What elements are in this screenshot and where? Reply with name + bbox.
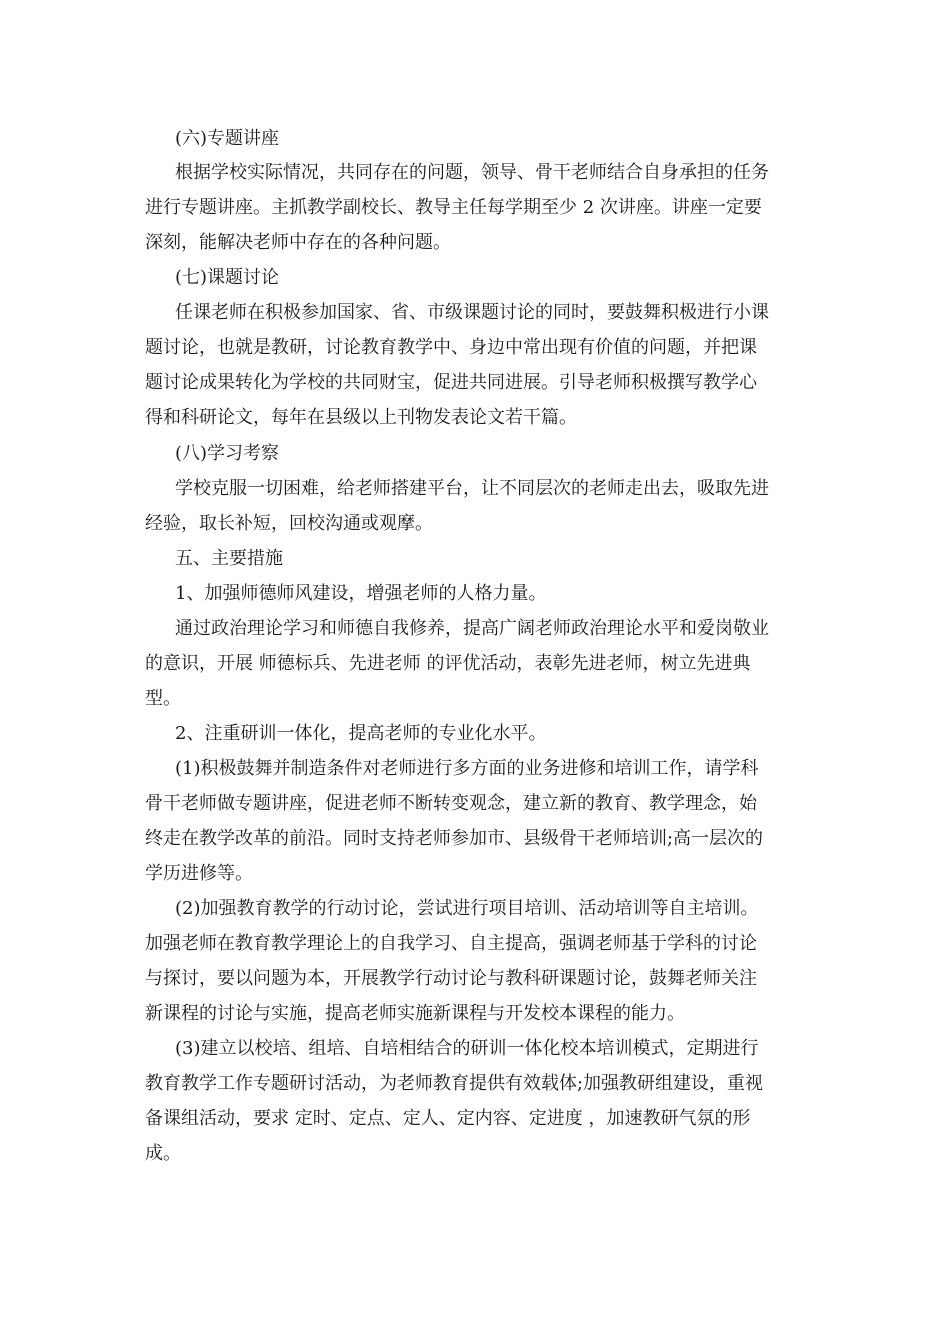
paragraph-line: 题讨论，也就是教研，讨论教育教学中、身边中常出现有价值的问题，并把课 [145,337,757,358]
section-heading: (八)学习考察 [175,443,280,464]
paragraph-line: 根据学校实际情况，共同存在的问题，领导、骨干老师结合自身承担的任务 [175,162,769,183]
section-heading: (六)专题讲座 [175,128,280,149]
paragraph-line: 经验，取长补短，回校沟通或观摩。 [145,513,433,534]
paragraph-line: 题讨论成果转化为学校的共同财宝，促进共同进展。引导老师积极撰写教学心 [145,372,757,393]
paragraph-line: 成。 [145,1143,181,1164]
paragraph-line: (1)积极鼓舞并制造条件对老师进行多方面的业务进修和培训工作，请学科 [175,758,759,779]
paragraph-line: 型。 [145,688,181,709]
paragraph-line: (2)加强教育教学的行动讨论，尝试进行项目培训、活动培训等自主培训。 [175,898,759,919]
paragraph-line: 新课程的讨论与实施，提高老师实施新课程与开发校本课程的能力。 [145,1003,685,1024]
section-heading: (七)课题讨论 [175,267,280,288]
paragraph-line: 学校克服一切困难，给老师搭建平台，让不同层次的老师走出去，吸取先进 [175,478,769,499]
paragraph-line: 学历进修等。 [145,863,253,884]
paragraph-line: 教育教学工作专题研讨活动，为老师教育提供有效载体;加强教研组建设，重视 [145,1073,764,1094]
paragraph-line: 任课老师在积极参加国家、省、市级课题讨论的同时，要鼓舞积极进行小课 [175,302,769,323]
section-heading: 五、主要措施 [175,548,283,569]
paragraph-line: 得和科研论文，每年在县级以上刊物发表论文若干篇。 [145,407,577,428]
paragraph-line: 骨干老师做专题讲座，促进老师不断转变观念，建立新的教育、教学理念，始 [145,793,757,814]
paragraph-line: 终走在教学改革的前沿。同时支持老师参加市、县级骨干老师培训;高一层次的 [145,828,764,849]
measure-heading: 1、加强师德师风建设，增强老师的人格力量。 [175,583,547,604]
paragraph-line: 进行专题讲座。主抓教学副校长、教导主任每学期至少 2 次讲座。讲座一定要 [145,197,762,218]
paragraph-line: 与探讨，要以问题为本，开展教学行动讨论与教科研课题讨论，鼓舞老师关注 [145,968,757,989]
measure-heading: 2、注重研训一体化，提高老师的专业化水平。 [175,723,547,744]
paragraph-line: 加强老师在教育教学理论上的自我学习、自主提高，强调老师基于学科的讨论 [145,933,757,954]
paragraph-line: 的意识，开展 师德标兵、先进老师 的评优活动，表彰先进老师，树立先进典 [145,653,751,674]
paragraph-line: (3)建立以校培、组培、自培相结合的研训一体化校本培训模式，定期进行 [175,1038,759,1059]
paragraph-line: 通过政治理论学习和师德自我修养，提高广阔老师政治理论水平和爱岗敬业 [175,618,769,639]
paragraph-line: 备课组活动，要求 定时、定点、定人、定内容、定进度 ，加速教研气氛的形 [145,1108,751,1129]
paragraph-line: 深刻，能解决老师中存在的各种问题。 [145,232,451,253]
